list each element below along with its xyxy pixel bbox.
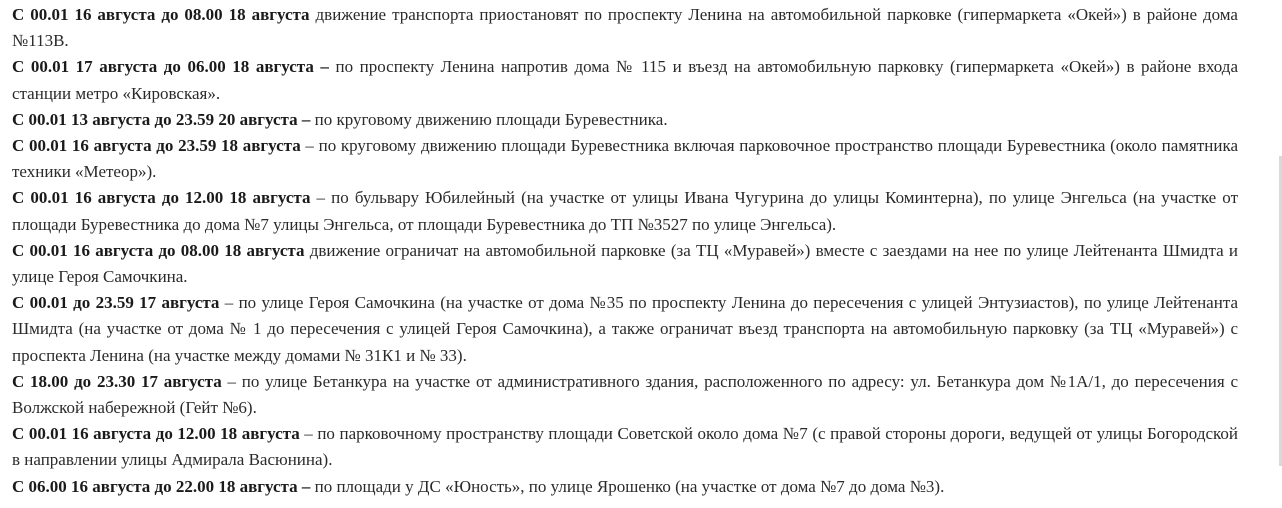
paragraph-text: по проспекту Ленина напротив дома № 115 и въезд на автомобильную парковку (гипермаркета «Окей») в районе входа станции метро «Кировская».	[12, 57, 1238, 103]
paragraph-9	[12, 421, 1238, 473]
paragraph-text: движение транспорта приостановят по проспекту Ленина на автомобильной парковке (гипермаркета «Окей») в районе дома №113В.	[12, 5, 1238, 51]
paragraph-6	[12, 238, 1238, 290]
paragraph-3	[12, 107, 1238, 133]
paragraph-text: по круговому движению площади Буревестника.	[310, 109, 668, 129]
paragraph-lead: С 00.01 16 августа до 08.00 18 августа	[12, 240, 305, 260]
paragraph-text: – по круговому движению площади Буревестника включая парковочное пространство площади Буревестника (около памятника техники «Метеор»).	[12, 136, 1238, 182]
paragraph-5	[12, 185, 1238, 237]
paragraph-text: по площади у ДС «Юность», по улице Ярошенко (на участке от дома №7 до дома №3).	[310, 476, 945, 496]
paragraph-text: – по улице Героя Самочкина (на участке от дома №35 по проспекту Ленина до пересечения с улицей Энтузиастов), по улице Лейтенанта Шмидта (на участке от дома № 1 до пересечения с улицей Героя Самочкина), а также ограничат въезд транспорта на автомобильную парковку (за ТЦ «Муравей») с проспекта Ленина (на участке между домами № 31К1 и № 33).	[12, 293, 1239, 365]
paragraph-8	[12, 369, 1238, 421]
paragraph-lead: С 00.01 16 августа до 12.00 18 августа	[12, 424, 300, 444]
paragraph-lead: С 06.00 16 августа до 22.00 18 августа –	[12, 476, 311, 496]
paragraph-lead: С 00.01 16 августа до 23.59 18 августа	[12, 136, 301, 156]
paragraph-lead: С 00.01 16 августа до 12.00 18 августа	[12, 188, 311, 208]
paragraph-lead: С 00.01 17 августа до 06.00 18 августа –	[12, 57, 329, 77]
paragraph-lead: С 00.01 до 23.59 17 августа	[12, 293, 220, 313]
paragraph-4	[12, 133, 1238, 185]
paragraph-text: – по улице Бетанкура на участке от административного здания, расположенного по адресу: ул. Бетанкура дом №1А/1, до пересечения с Волжской набережной (Гейт №6).	[12, 371, 1238, 418]
paragraph-text: движение ограничат на автомобильной парковке (за ТЦ «Муравей») вместе с заездами на нее по улице Лейтенанта Шмидта и улице Героя Самочкина.	[12, 240, 1238, 287]
article-body	[12, 2, 1238, 500]
paragraph-2	[12, 54, 1238, 106]
paragraph-lead: С 18.00 до 23.30 17 августа	[12, 371, 222, 391]
paragraph-10	[12, 474, 1238, 500]
paragraph-text: – по парковочному пространству площади Советской около дома №7 (с правой стороны дороги, ведущей от улицы Богородской в направлении улицы Адмирала Васюнина).	[12, 424, 1239, 470]
paragraph-lead: С 00.01 16 августа до 08.00 18 августа	[12, 5, 310, 24]
paragraph-text: – по бульвару Юбилейный (на участке от улицы Ивана Чугурина до улицы Коминтерна), по улице Энгельса (на участке от площади Буревестника до дома №7 улицы Энгельса, от площади Буревестника до ТП №3527 по улице Энгельса).	[12, 188, 1239, 234]
paragraph-1	[12, 2, 1238, 54]
paragraph-7	[12, 290, 1238, 369]
paragraph-lead: С 00.01 13 августа до 23.59 20 августа –	[12, 109, 311, 129]
